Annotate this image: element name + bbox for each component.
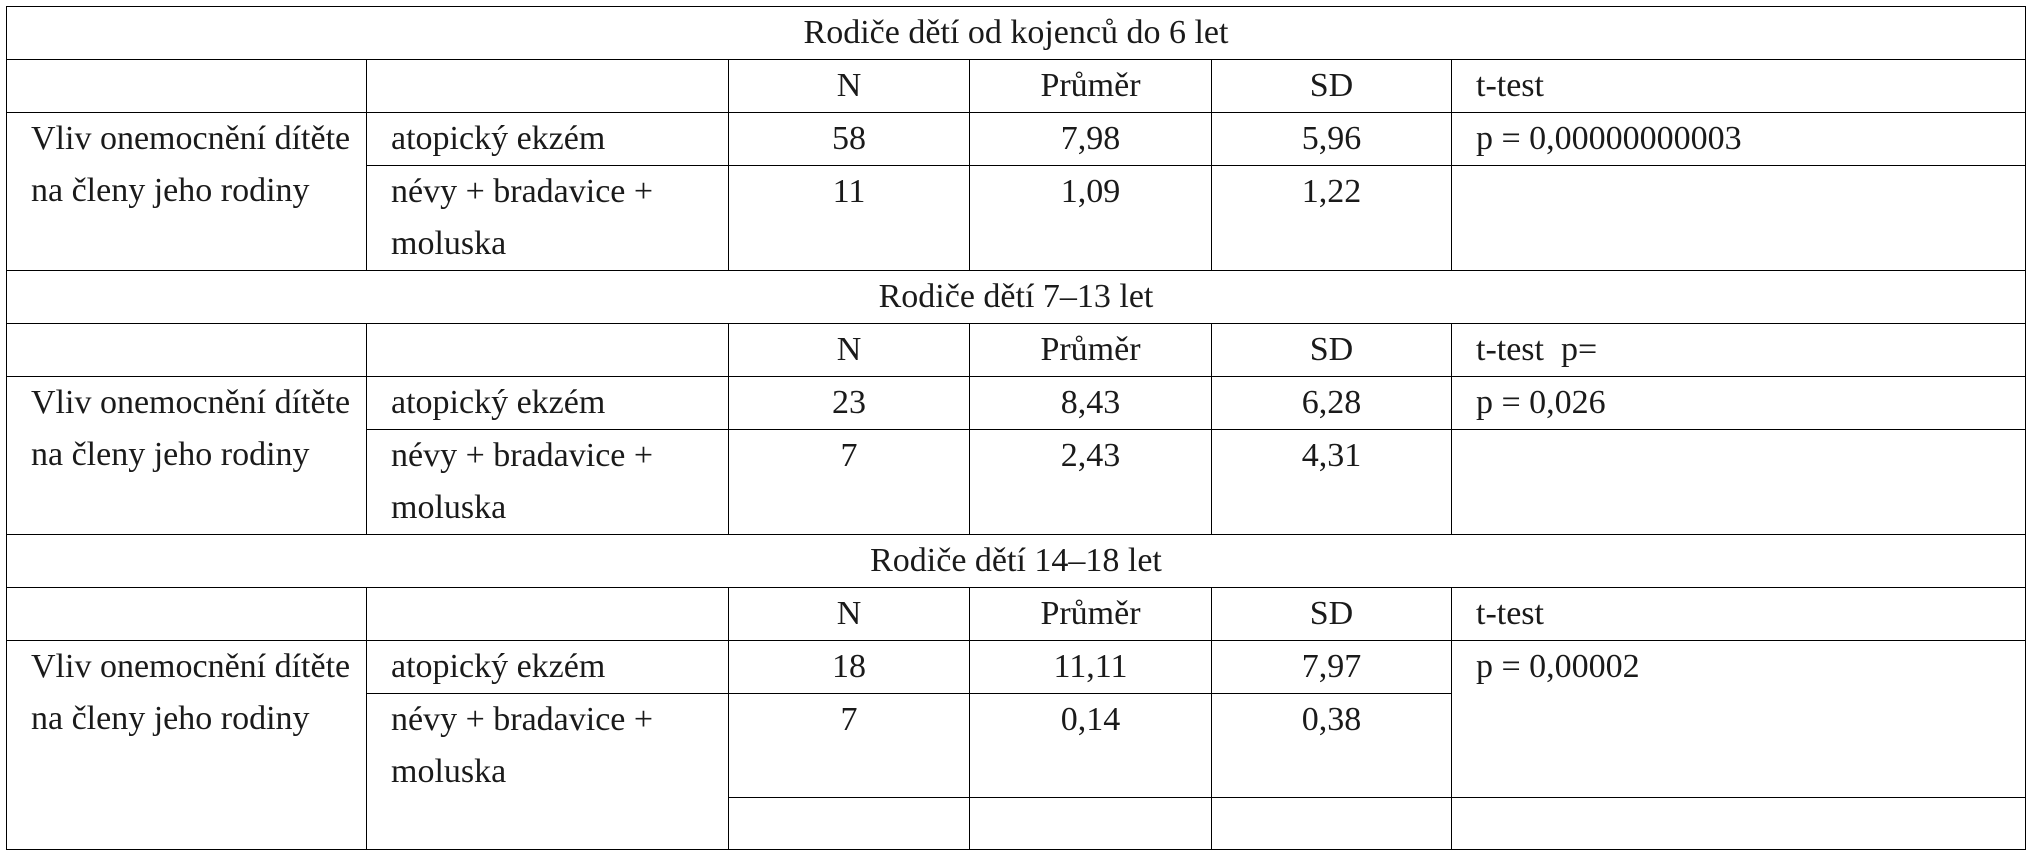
- empty-cell: [1212, 798, 1452, 850]
- p-value: p = 0,026: [1452, 377, 2026, 430]
- diagnosis-cell: atopický ekzém: [367, 113, 729, 166]
- mean-cell: 2,43: [970, 430, 1212, 535]
- header-n: N: [729, 60, 970, 113]
- n-cell: 7: [729, 694, 970, 798]
- header-mean: Průměr: [970, 588, 1212, 641]
- row-label: Vliv onemocnění dítěte na členy jeho rodiny: [7, 641, 367, 850]
- n-cell: 58: [729, 113, 970, 166]
- mean-cell: 8,43: [970, 377, 1212, 430]
- header-mean: Průměr: [970, 60, 1212, 113]
- header-sd: SD: [1212, 588, 1452, 641]
- header-n: N: [729, 324, 970, 377]
- header-row: [7, 60, 2026, 113]
- n-cell: 7: [729, 430, 970, 535]
- header-row: [7, 588, 2026, 641]
- n-cell: 23: [729, 377, 970, 430]
- row-label: Vliv onemocnění dítěte na členy jeho rodiny: [7, 113, 367, 271]
- diagnosis-cell: atopický ekzém: [367, 641, 729, 694]
- empty-cell: [729, 798, 970, 850]
- section-title-row: [7, 271, 2026, 324]
- empty-cell: [970, 798, 1212, 850]
- empty-cell: [1452, 430, 2026, 535]
- sd-cell: 4,31: [1212, 430, 1452, 535]
- empty-cell: [367, 588, 729, 641]
- empty-cell: [7, 324, 367, 377]
- section-title: Rodiče dětí 14–18 let: [7, 535, 2026, 588]
- diagnosis-cell: atopický ekzém: [367, 377, 729, 430]
- empty-cell: [367, 324, 729, 377]
- empty-cell: [367, 60, 729, 113]
- header-ttest: t-test p=: [1452, 324, 2026, 377]
- diagnosis-cell: névy + bradavice + moluska: [367, 430, 729, 535]
- p-value: p = 0,00002: [1452, 641, 2026, 798]
- table-row: [7, 377, 2026, 430]
- sd-cell: 1,22: [1212, 166, 1452, 271]
- row-label: Vliv onemocnění dítěte na členy jeho rodiny: [7, 377, 367, 535]
- p-value: p = 0,00000000003: [1452, 113, 2026, 166]
- empty-cell: [1452, 166, 2026, 271]
- mean-cell: 7,98: [970, 113, 1212, 166]
- sd-cell: 5,96: [1212, 113, 1452, 166]
- header-row: [7, 324, 2026, 377]
- header-ttest: t-test: [1452, 588, 2026, 641]
- header-ttest: t-test: [1452, 60, 2026, 113]
- section-title-row: [7, 7, 2026, 60]
- empty-cell: [1452, 798, 2026, 850]
- sd-cell: 7,97: [1212, 641, 1452, 694]
- section-title: Rodiče dětí od kojenců do 6 let: [7, 7, 2026, 60]
- table-row: [7, 113, 2026, 166]
- empty-cell: [7, 588, 367, 641]
- section-title: Rodiče dětí 7–13 let: [7, 271, 2026, 324]
- sd-cell: 0,38: [1212, 694, 1452, 798]
- empty-cell: [7, 60, 367, 113]
- mean-cell: 0,14: [970, 694, 1212, 798]
- diagnosis-cell: névy + bradavice + moluska: [367, 166, 729, 271]
- results-table: [6, 6, 2026, 850]
- diagnosis-cell: névy + bradavice + moluska: [367, 694, 729, 850]
- n-cell: 18: [729, 641, 970, 694]
- table-row: [7, 641, 2026, 694]
- header-n: N: [729, 588, 970, 641]
- sd-cell: 6,28: [1212, 377, 1452, 430]
- n-cell: 11: [729, 166, 970, 271]
- header-mean: Průměr: [970, 324, 1212, 377]
- section-title-row: [7, 535, 2026, 588]
- header-sd: SD: [1212, 324, 1452, 377]
- header-sd: SD: [1212, 60, 1452, 113]
- mean-cell: 11,11: [970, 641, 1212, 694]
- mean-cell: 1,09: [970, 166, 1212, 271]
